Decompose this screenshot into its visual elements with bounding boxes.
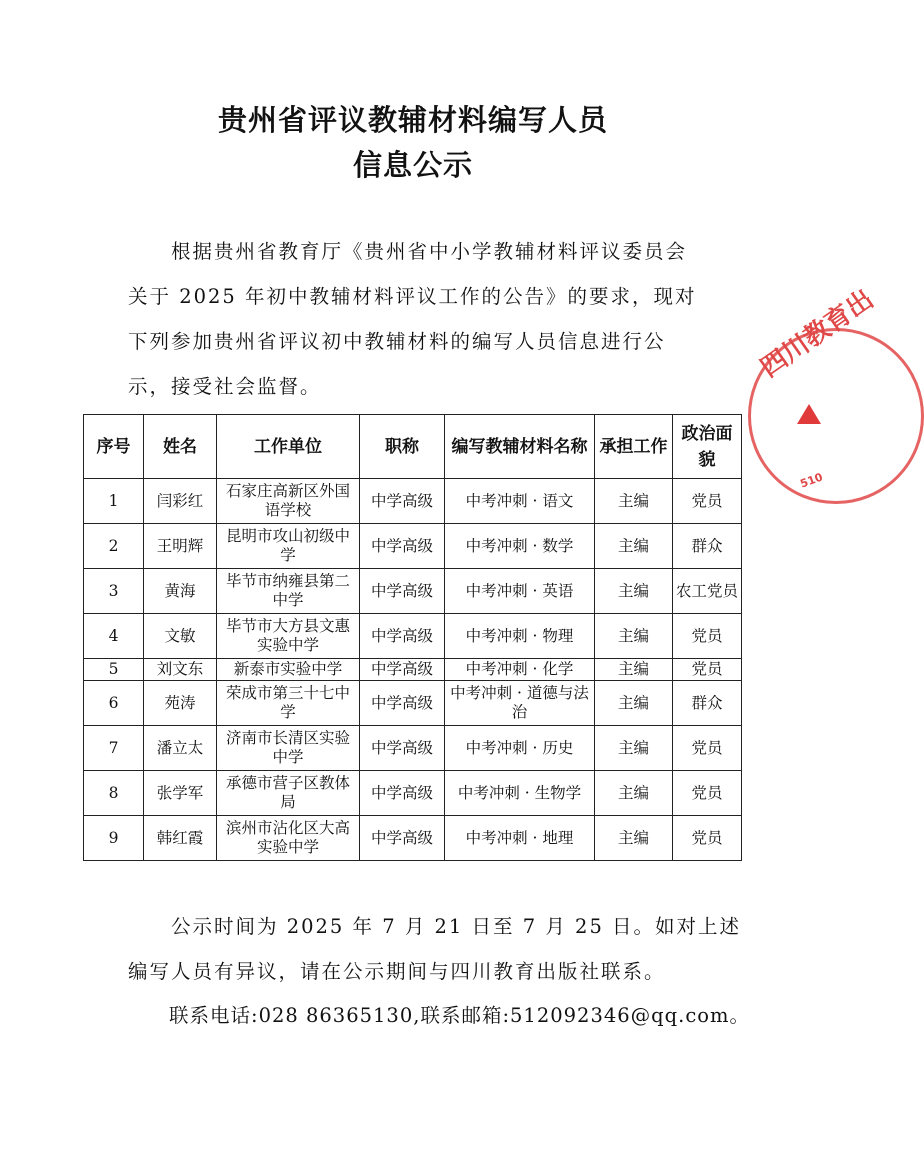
header-index: 序号 [84, 415, 144, 479]
cell-political-status: 群众 [673, 524, 742, 569]
table-header-row [84, 415, 742, 479]
cell-workplace: 石家庄高新区外国语学校 [217, 479, 360, 524]
cell-workplace: 滨州市沾化区大高实验中学 [217, 816, 360, 861]
cell-role: 主编 [595, 726, 673, 771]
cell-title: 中学高级 [360, 479, 445, 524]
cell-material: 中考冲刺 · 道德与法治 [445, 681, 595, 726]
cell-index: 7 [84, 726, 144, 771]
table-row [84, 771, 742, 816]
header-title: 职称 [360, 415, 445, 479]
cell-political-status: 党员 [673, 816, 742, 861]
cell-name: 张学军 [144, 771, 217, 816]
cell-political-status: 党员 [673, 659, 742, 681]
cell-index: 6 [84, 681, 144, 726]
cell-political-status: 党员 [673, 614, 742, 659]
cell-title: 中学高级 [360, 569, 445, 614]
intro-line: 根据贵州省教育厅《贵州省中小学教辅材料评议委员会 [128, 240, 688, 263]
cell-title: 中学高级 [360, 659, 445, 681]
cell-title: 中学高级 [360, 816, 445, 861]
cell-political-status: 农工党员 [673, 569, 742, 614]
cell-index: 1 [84, 479, 144, 524]
header-material: 编写教辅材料名称 [445, 415, 595, 479]
document-subtitle: 信息公示 [352, 148, 473, 182]
closing-line: 编写人员有异议，请在公示期间与四川教育出版社联系。 [128, 960, 666, 983]
cell-index: 3 [84, 569, 144, 614]
table-row [84, 681, 742, 726]
cell-role: 主编 [595, 479, 673, 524]
intro-line: 下列参加贵州省评议初中教辅材料的编写人员信息进行公 [128, 330, 666, 353]
table-row [84, 726, 742, 771]
personnel-table [83, 414, 742, 861]
cell-title: 中学高级 [360, 614, 445, 659]
cell-role: 主编 [595, 816, 673, 861]
table-row [84, 614, 742, 659]
cell-material: 中考冲刺 · 化学 [445, 659, 595, 681]
cell-name: 潘立太 [144, 726, 217, 771]
intro-line: 关于 2025 年初中教辅材料评议工作的公告》的要求，现对 [128, 285, 697, 308]
document-title: 贵州省评议教辅材料编写人员 [217, 103, 608, 137]
cell-workplace: 济南市长清区实验中学 [217, 726, 360, 771]
intro-line: 示，接受社会监督。 [128, 375, 322, 398]
table-row [84, 479, 742, 524]
cell-index: 2 [84, 524, 144, 569]
cell-name: 苑涛 [144, 681, 217, 726]
cell-material: 中考冲刺 · 历史 [445, 726, 595, 771]
header-role: 承担工作 [595, 415, 673, 479]
header-workplace: 工作单位 [217, 415, 360, 479]
cell-material: 中考冲刺 · 地理 [445, 816, 595, 861]
seal-star-icon [797, 404, 821, 424]
contact-line: 联系电话:028 86365130,联系邮箱:512092346@qq.com。 [128, 1004, 750, 1027]
seal-number: 510 [798, 470, 825, 491]
cell-material: 中考冲刺 · 数学 [445, 524, 595, 569]
header-political-status: 政治面貌 [673, 415, 742, 479]
cell-name: 王明辉 [144, 524, 217, 569]
cell-title: 中学高级 [360, 681, 445, 726]
seal-text: 四川教育出 [755, 284, 880, 384]
cell-workplace: 承德市营子区教体局 [217, 771, 360, 816]
cell-material: 中考冲刺 · 语文 [445, 479, 595, 524]
cell-name: 黄海 [144, 569, 217, 614]
cell-index: 9 [84, 816, 144, 861]
table-row [84, 569, 742, 614]
cell-index: 4 [84, 614, 144, 659]
cell-role: 主编 [595, 569, 673, 614]
cell-title: 中学高级 [360, 524, 445, 569]
cell-workplace: 昆明市攻山初级中学 [217, 524, 360, 569]
cell-political-status: 党员 [673, 479, 742, 524]
cell-name: 闫彩红 [144, 479, 217, 524]
closing-line: 公示时间为 2025 年 7 月 21 日至 7 月 25 日。如对上述 [128, 915, 742, 938]
cell-index: 8 [84, 771, 144, 816]
cell-role: 主编 [595, 659, 673, 681]
cell-name: 刘文东 [144, 659, 217, 681]
table-row [84, 816, 742, 861]
table-row [84, 524, 742, 569]
cell-name: 文敏 [144, 614, 217, 659]
cell-name: 韩红霞 [144, 816, 217, 861]
cell-material: 中考冲刺 · 生物学 [445, 771, 595, 816]
cell-role: 主编 [595, 614, 673, 659]
cell-workplace: 毕节市纳雍县第二中学 [217, 569, 360, 614]
cell-political-status: 党员 [673, 726, 742, 771]
header-name: 姓名 [144, 415, 217, 479]
cell-title: 中学高级 [360, 726, 445, 771]
cell-workplace: 荣成市第三十七中学 [217, 681, 360, 726]
cell-role: 主编 [595, 771, 673, 816]
cell-title: 中学高级 [360, 771, 445, 816]
cell-political-status: 党员 [673, 771, 742, 816]
cell-index: 5 [84, 659, 144, 681]
cell-workplace: 毕节市大方县文惠实验中学 [217, 614, 360, 659]
cell-workplace: 新泰市实验中学 [217, 659, 360, 681]
cell-role: 主编 [595, 524, 673, 569]
cell-material: 中考冲刺 · 英语 [445, 569, 595, 614]
cell-political-status: 群众 [673, 681, 742, 726]
cell-material: 中考冲刺 · 物理 [445, 614, 595, 659]
table-row [84, 659, 742, 681]
cell-role: 主编 [595, 681, 673, 726]
